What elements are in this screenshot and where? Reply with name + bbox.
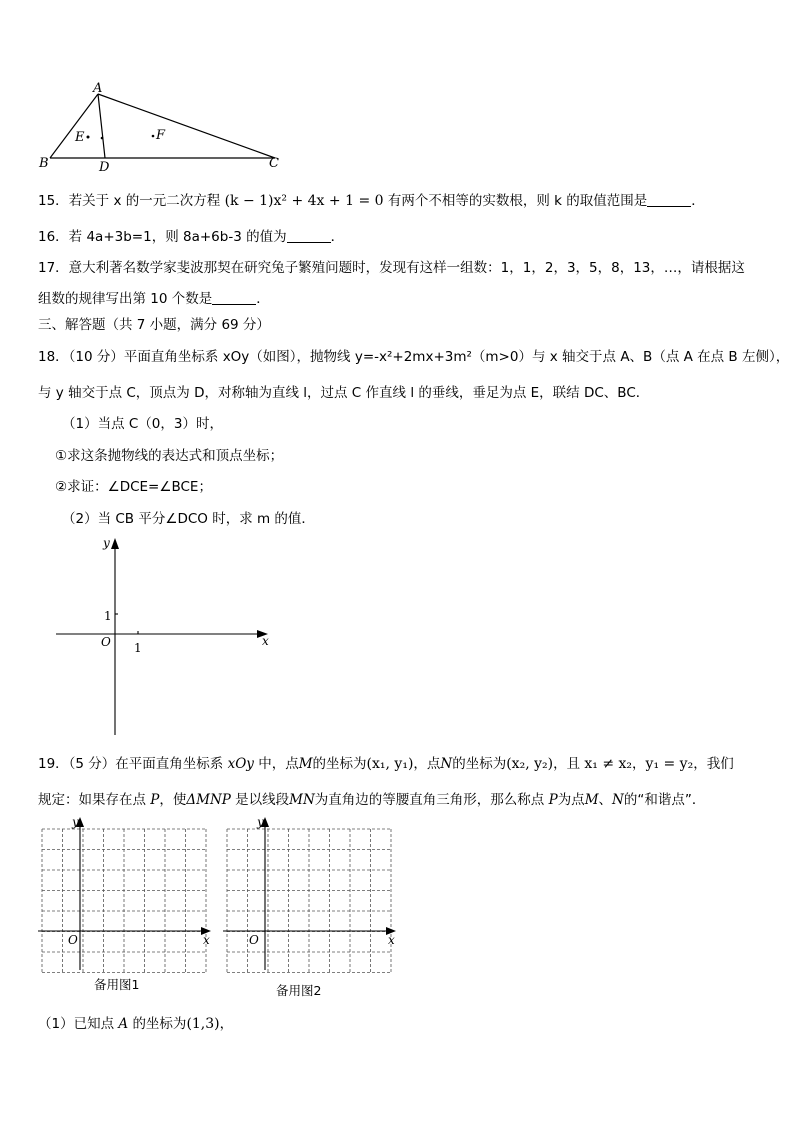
y-axis-arrow-icon bbox=[111, 538, 119, 549]
label-d: D bbox=[99, 160, 110, 174]
q19-text: 为点 bbox=[557, 792, 585, 808]
q19-point-p: P bbox=[548, 792, 558, 808]
x-tick-label: 1 bbox=[134, 641, 142, 655]
grid-figure-1 bbox=[36, 815, 216, 973]
side-ab bbox=[50, 94, 98, 158]
question-19-line2 bbox=[38, 790, 705, 810]
q18-sub2: ②求证：∠DCE=∠BCE； bbox=[55, 479, 212, 495]
section-3-title: 三、解答题（共 7 小题，满分 69 分） bbox=[38, 317, 270, 333]
question-19-line1 bbox=[38, 754, 734, 774]
q17-answer-blank bbox=[212, 290, 256, 305]
q15-number: 15． bbox=[38, 193, 69, 209]
q18-sub1: ①求这条抛物线的表达式和顶点坐标； bbox=[55, 448, 284, 464]
point-e bbox=[87, 136, 90, 139]
grid1-x-label: x bbox=[203, 933, 210, 947]
q16-text: 16．若 4a+3b=1，则 8a+6b-3 的值为 bbox=[38, 229, 287, 245]
label-e: E bbox=[75, 130, 85, 145]
q19-part1-text: （1）已知点 bbox=[38, 1016, 115, 1032]
q19-condition-1: x₁ ≠ x₂ bbox=[584, 756, 633, 772]
q19-text: 的坐标为 bbox=[452, 756, 507, 772]
q17-line2-text: 组数的规律写出第 10 个数是 bbox=[38, 291, 213, 307]
q15-text-after: 有两个不相等的实数根，则 k 的取值范围是 bbox=[387, 193, 648, 209]
label-f: F bbox=[156, 128, 166, 143]
question-17-line2 bbox=[38, 289, 270, 309]
q19-text: 的坐标为 bbox=[312, 756, 367, 772]
coordinate-axes-figure bbox=[52, 535, 277, 740]
q15-answer-blank bbox=[647, 192, 691, 207]
point-f bbox=[152, 135, 155, 138]
q19-part1-text: ， bbox=[219, 1016, 234, 1032]
grid1-origin-label: O bbox=[68, 933, 78, 947]
x-axis-label: x bbox=[262, 634, 269, 648]
q19-part1-text: 的坐标为 bbox=[132, 1016, 187, 1032]
question-18-line2: 与 y 轴交于点 C，顶点为 D，对称轴为直线 l，过点 C 作直线 l 的垂线，垂足为点 E，联结 DC、BC． bbox=[38, 385, 650, 401]
q19-part1 bbox=[38, 1014, 233, 1034]
q19-text: 规定：如果存在点 bbox=[38, 792, 146, 808]
q15-equation: (k − 1)x² + 4x + 1 = 0 bbox=[224, 193, 384, 209]
question-15 bbox=[38, 191, 705, 211]
q19-point-p: P bbox=[150, 792, 160, 808]
y-tick-label: 1 bbox=[104, 609, 112, 623]
q15-end: ． bbox=[691, 193, 705, 209]
q19-text: ，我们 bbox=[693, 756, 734, 772]
q19-triangle: ΔMNP bbox=[186, 792, 231, 808]
q17-end: ． bbox=[256, 291, 270, 307]
side-ac bbox=[98, 94, 275, 158]
q19-text: ，点 bbox=[413, 756, 441, 772]
q19-point-n: N bbox=[612, 792, 624, 808]
q19-text: 为直角边的等腰直角三角形，那么称点 bbox=[314, 792, 545, 808]
q19-text: 是以线段 bbox=[235, 792, 290, 808]
q19-point-a: A bbox=[118, 1016, 129, 1032]
q19-separator: 、 bbox=[598, 792, 613, 808]
grid2-caption: 备用图2 bbox=[276, 983, 322, 998]
q18-part1: （1）当点 C（0，3）时， bbox=[62, 416, 223, 432]
grid-figure-2 bbox=[221, 815, 401, 973]
q19-coord-m: (x₁, y₁) bbox=[366, 756, 414, 772]
label-c: C bbox=[269, 156, 279, 171]
y-axis-label: y bbox=[103, 536, 110, 550]
q19-text: 19．（5 分）在平面直角坐标系 bbox=[38, 756, 224, 772]
segment-ad bbox=[98, 94, 105, 158]
q19-separator: ， bbox=[632, 756, 646, 772]
q19-point-m: M bbox=[584, 792, 599, 808]
q19-condition-2: y₁ = y₂ bbox=[645, 756, 694, 772]
question-17-line1: 17．意大利著名数学家斐波那契在研究兔子繁殖问题时，发现有这样一组数：1，1，2，3，5，8，13，…，请根据这 bbox=[38, 260, 745, 276]
triangle-figure bbox=[30, 78, 290, 174]
grid2-y-label: y bbox=[257, 815, 264, 829]
q19-text: 的“和谐点”． bbox=[623, 792, 706, 808]
q16-end: ． bbox=[330, 229, 345, 245]
q19-segment-mn: MN bbox=[289, 792, 315, 808]
grid1-caption: 备用图1 bbox=[94, 977, 140, 992]
question-16 bbox=[38, 227, 344, 247]
q19-coord-a: (1,3) bbox=[186, 1016, 220, 1032]
q15-text-before: 若关于 x 的一元二次方程 bbox=[68, 193, 221, 209]
q19-xoy: xOy bbox=[227, 756, 254, 772]
q16-answer-blank bbox=[287, 228, 331, 243]
q19-text: ，使 bbox=[159, 792, 187, 808]
q19-point-m: M bbox=[298, 756, 313, 772]
label-b: B bbox=[39, 156, 49, 171]
origin-label: O bbox=[101, 635, 111, 649]
label-a: A bbox=[93, 81, 103, 96]
q19-coord-n: (x₂, y₂) bbox=[506, 756, 554, 772]
q19-text: ，且 bbox=[553, 756, 581, 772]
q19-point-n: N bbox=[440, 756, 453, 772]
grid1-y-label: y bbox=[72, 815, 79, 829]
grid2-x-label: x bbox=[388, 933, 395, 947]
q18-part2: （2）当 CB 平分∠DCO 时，求 m 的值． bbox=[62, 511, 315, 527]
grid2-origin-label: O bbox=[249, 933, 259, 947]
question-18-line1: 18．（10 分）平面直角坐标系 xOy（如图），抛物线 y=-x²+2mx+3m²（m>0）与 x 轴交于点 A、B（点 A 在点 B 左侧）， bbox=[38, 349, 790, 365]
point-on-ad bbox=[101, 137, 104, 140]
q19-text: 中，点 bbox=[258, 756, 299, 772]
